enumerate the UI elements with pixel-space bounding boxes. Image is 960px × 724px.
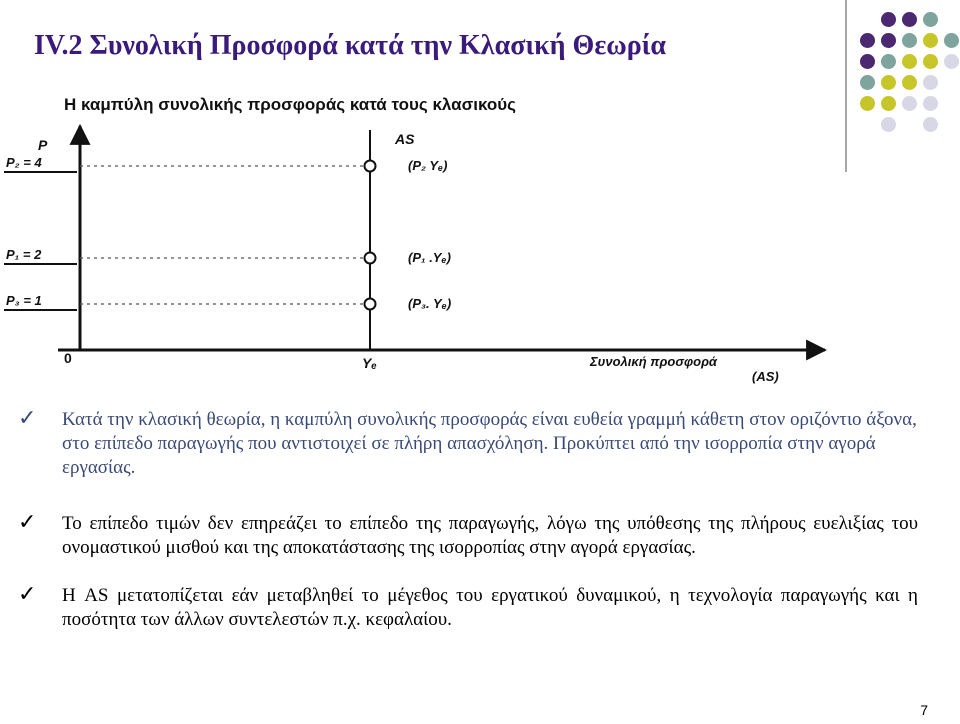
data-point [365,161,376,172]
bullet-item [18,408,918,480]
decor-dot [923,33,938,48]
slide-title: IV.2 Συνολική Προσφορά κατά την Κλασική Θεωρία [34,30,667,61]
curve-label: AS [395,131,415,147]
x-axis-unit: (AS) [752,369,779,384]
y-tick-label: P₃ = 1 [6,293,42,308]
decor-dot [881,33,896,48]
decor-dot [923,12,938,27]
decor-dot [902,33,917,48]
decor-dot [923,54,938,69]
decor-dot [902,54,917,69]
chart-title: Η καμπύλη συνολικής προσφοράς κατά τους κλασικούς [64,95,517,114]
decor-dot [902,12,917,27]
decor-dot [944,33,959,48]
chart-marks [365,130,452,350]
data-point [365,299,376,310]
data-point [365,253,376,264]
y-axis-label: P [38,137,48,153]
decor-dot [860,33,875,48]
point-label: (P₃. Yₑ) [408,296,452,311]
bullet-text: Κατά την κλασική θεωρία, η καμπύλη συνολικής προσφοράς είναι ευθεία γραμμή κάθετη στον οριζόντιο άξονα, στο επίπεδο παραγωγής που αντιστοιχεί σε πλήρη απασχόληση. Προκύπτει από την ισορροπία στην αγορά εργασίας. [62,409,917,478]
aggregate-supply-chart [0,78,960,398]
point-label: (P₂ Yₑ) [408,158,448,173]
bullet-text: Η AS μετατοπίζεται εάν μεταβληθεί το μέγεθος του εργατικού δυναμικού, η τεχνολογία παραγωγής και η ποσότητα των άλλων συντελεστών π.χ. κεφαλαίου. [62,585,918,630]
decor-dot [881,12,896,27]
check-icon: ✓ [18,582,37,607]
check-icon: ✓ [18,406,37,431]
point-label: (P₁ .Yₑ) [408,250,451,265]
decor-dot [860,54,875,69]
bullet-item [18,512,918,560]
bullet-list [18,408,918,632]
x-tick-label: Yₑ [362,355,377,371]
bullet-item [18,584,918,632]
page-number: 7 [920,702,928,718]
decor-dot [881,54,896,69]
origin-label: 0 [64,350,72,366]
x-axis-label: Συνολική προσφορά [590,354,717,369]
decor-dot [944,54,959,69]
y-tick-label: P₁ = 2 [6,247,42,262]
y-tick-label: P₂ = 4 [6,155,42,170]
bullet-text: Το επίπεδο τιμών δεν επηρεάζει το επίπεδο της παραγωγής, λόγω της υπόθεσης της πλήρους ευελιξίας του ονομαστικού μισθού και της αποκατάστασης της ισορροπίας στην αγορά εργασίας. [62,513,918,558]
check-icon: ✓ [18,510,37,535]
